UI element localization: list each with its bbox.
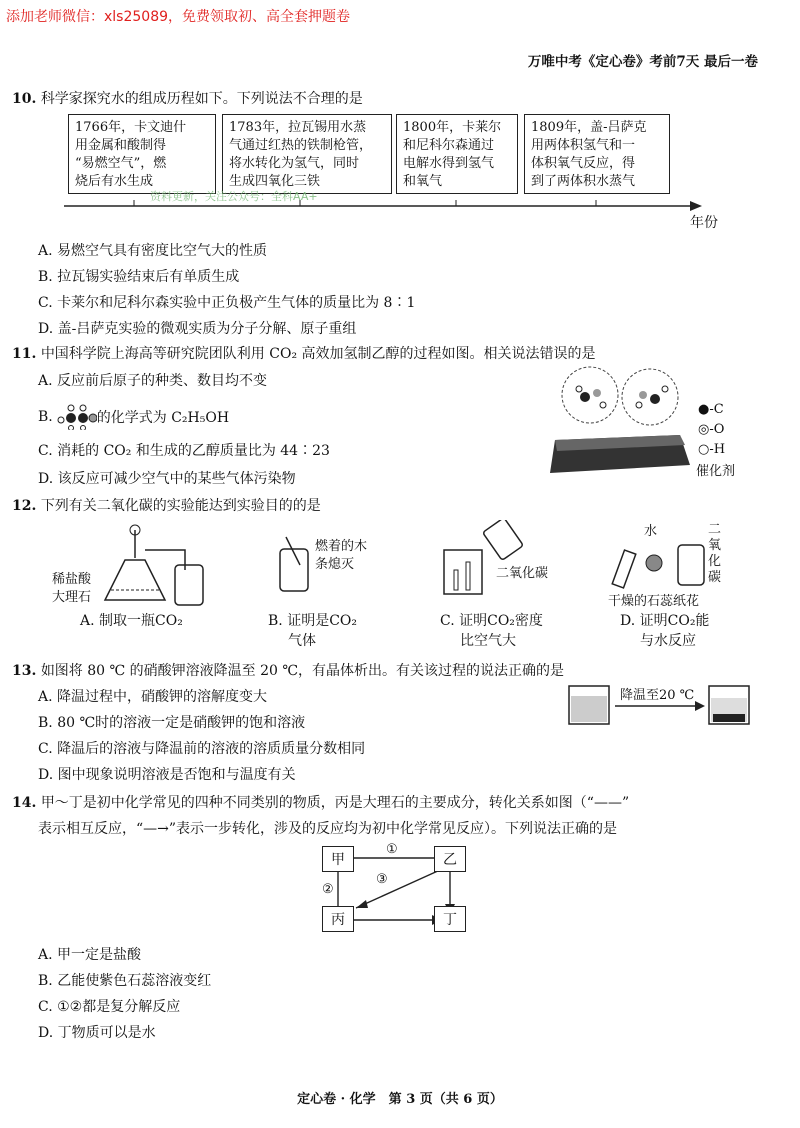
- fig-a-label-marble: 大理石: [52, 590, 92, 605]
- q10-stem-text: 科学家探究水的组成历程如下。下列说法不合理的是: [40, 91, 363, 107]
- q11-stem: [12, 343, 596, 363]
- fig-b-label2: 条熄灭: [315, 557, 355, 572]
- q12-stem: [12, 495, 321, 515]
- fig-c-beaker: [440, 520, 530, 600]
- fig-b-caption2: 气体: [288, 633, 316, 649]
- page-footer: 定心卷 · 化学 第 3 页（共 6 页）: [297, 1092, 503, 1107]
- q13-stem: [12, 660, 564, 680]
- timeline-box-3: 1800年，卡莱尔 和尼科尔森通过 电解水得到氢气 和氧气: [396, 114, 518, 194]
- mark-1: ①: [386, 842, 398, 857]
- q13-option-a: A. 降温过程中，硝酸钾的溶解度变大: [38, 689, 268, 705]
- timeline-box-1: 1766年，卡文迪什 用金属和酸制得 “易燃空气”，燃 烧后有水生成: [68, 114, 216, 194]
- fig-a-apparatus: [95, 520, 225, 610]
- q10-option-d: D. 盖-吕萨克实验的微观实质为分子分解、原子重组: [38, 321, 357, 337]
- fig-d-caption2: 与水反应: [640, 633, 696, 649]
- watermark-top: 添加老师微信：xls25089，免费领取初、高全套押题卷: [6, 9, 351, 25]
- timeline-box-4: 1809年，盖-吕萨克 用两体积氢气和一 体积氧气反应，得 到了两体积水蒸气: [524, 114, 670, 194]
- q13-stem-text: 如图将 80 ℃ 的硝酸钾溶液降温至 20 ℃，有晶体析出。有关该过程的说法正确的是: [40, 663, 565, 679]
- fig-b-bottle: [270, 535, 320, 595]
- q10-number: 10.: [12, 91, 37, 107]
- fig-c-caption2: 比空气大: [460, 633, 516, 649]
- fig-d-apparatus: [610, 535, 720, 595]
- q11-option-d: D. 该反应可减少空气中的某些气体污染物: [38, 471, 296, 487]
- fig-d-label-water: 水: [644, 524, 658, 539]
- q11-option-b: B. 的化学式为 C₂H₅OH: [38, 404, 229, 430]
- q14-stem-line1: [12, 792, 629, 812]
- q14-option-b: B. 乙能使紫色石蕊溶液变红: [38, 973, 212, 989]
- watermark-mid: 资料更新，关注公众号：全科AA+: [150, 190, 318, 203]
- q10-option-c: C. 卡莱尔和尼科尔森实验中正负极产生气体的质量比为 8∶1: [38, 295, 416, 311]
- node-bing: 丙: [322, 906, 354, 932]
- mark-2: ②: [322, 882, 334, 897]
- q14-option-c: C. ①②都是复分解反应: [38, 999, 181, 1015]
- fig-d-label-paper: 干燥的石蕊纸花: [608, 594, 700, 609]
- q10-option-b: B. 拉瓦锡实验结束后有单质生成: [38, 269, 240, 285]
- q11-number: 11.: [12, 346, 37, 362]
- catalyst-figure: [545, 365, 695, 480]
- fig-a-label-acid: 稀盐酸: [52, 572, 92, 587]
- q13-option-b: B. 80 ℃时的溶液一定是硝酸钾的饱和溶液: [38, 715, 306, 731]
- fig-b-caption1: B. 证明是CO₂: [268, 613, 357, 629]
- q14-option-d: D. 丁物质可以是水: [38, 1025, 156, 1041]
- timeline-box-2: 1783年，拉瓦锡用水蒸 气通过红热的铁制枪管， 将水转化为氢气，同时 生成四氧化三铁: [222, 114, 392, 194]
- fig-a-caption: A. 制取一瓶CO₂: [80, 613, 183, 629]
- ethanol-molecule-icon: [53, 404, 97, 430]
- q14-stem-text1: 甲～丁是初中化学常见的四种不同类别的物质，丙是大理石的主要成分，转化关系如图（“——”: [40, 795, 630, 811]
- fig-c-caption1: C. 证明CO₂密度: [440, 613, 543, 629]
- page-header: 万唯中考《定心卷》考前7天 最后一卷: [527, 54, 758, 70]
- timeline-axis-label: 年份: [690, 215, 718, 231]
- fig-b-label1: 燃着的木: [315, 539, 368, 554]
- q14-stem-line2: 表示相互反应，“—→”表示一步转化，涉及的反应均为初中化学常见反应）。下列说法正确的是: [38, 821, 618, 837]
- catalyst-label: 催化剂: [696, 464, 736, 479]
- q10-option-a: A. 易燃空气具有密度比空气大的性质: [38, 243, 268, 259]
- q14-number: 14.: [12, 795, 37, 811]
- q13-option-c: C. 降温后的溶液与降温前的溶液的溶质质量分数相同: [38, 741, 366, 757]
- fig-d-caption1: D. 证明CO₂能: [620, 613, 710, 629]
- q13-option-d: D. 图中现象说明溶液是否饱和与温度有关: [38, 767, 296, 783]
- node-ding: 丁: [434, 906, 466, 932]
- fig-c-label: 二氧化碳: [496, 566, 549, 581]
- node-yi: 乙: [434, 846, 466, 872]
- q11-option-a: A. 反应前后原子的种类、数目均不变: [38, 373, 268, 389]
- q13-number: 13.: [12, 663, 37, 679]
- q11-option-c: C. 消耗的 CO₂ 和生成的乙醇质量比为 44∶23: [38, 443, 330, 459]
- q11-stem-text: 中国科学院上海高等研究院团队利用 CO₂ 高效加氢制乙醇的过程如图。相关说法错误的是: [40, 346, 596, 362]
- q12-number: 12.: [12, 498, 37, 514]
- fig-d-label-co2: 二 氧 化 碳: [708, 522, 722, 585]
- molecule-legend: ●-C ◎-O ○-H: [698, 402, 726, 457]
- q12-stem-text: 下列有关二氧化碳的实验能达到实验目的的是: [40, 498, 321, 514]
- node-jia: 甲: [322, 846, 354, 872]
- mark-3: ③: [376, 872, 388, 887]
- q14-option-a: A. 甲一定是盐酸: [38, 947, 142, 963]
- cooling-arrow-label: 降温至20 ℃: [620, 688, 695, 703]
- q10-stem: [12, 88, 363, 108]
